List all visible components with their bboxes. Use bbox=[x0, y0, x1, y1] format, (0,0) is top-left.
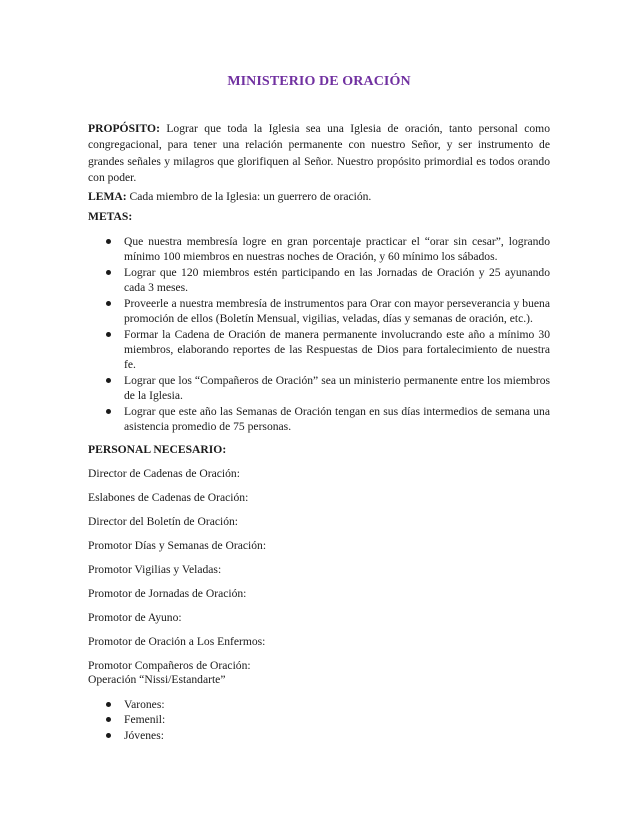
goal-item bbox=[88, 327, 550, 373]
goal-text: Lograr que los “Compañeros de Oración” sea un ministerio permanente entre los miembros de la Iglesia. bbox=[124, 374, 550, 403]
bullet-icon bbox=[106, 717, 111, 722]
staff-role-nissi: Operación “Nissi/Estandarte” bbox=[88, 673, 226, 686]
purpose-text: Lograr que toda la Iglesia sea una Iglesia de oración, tanto personal como congregacional, para tener una relación permanente con nuestro Señor, y ser instrumento de grandes señales y milagros que glorifiquen al Señor. Nuestro propósito primordial es todos orando con poder. bbox=[88, 122, 550, 185]
purpose-paragraph bbox=[88, 121, 550, 187]
staff-role: Promotor de Ayuno: bbox=[88, 611, 182, 624]
groups-list bbox=[88, 697, 165, 743]
goal-text: Proveerle a nuestra membresía de instrumentos para Orar con mayor perseverancia y buena promoción de ellos (Boletín Mensual, vigilias, veladas, días y semanas de oración, etc.). bbox=[124, 297, 550, 326]
staff-role: Promotor de Oración a Los Enfermos: bbox=[88, 635, 266, 648]
group-item bbox=[88, 712, 165, 727]
document-title: MINISTERIO DE ORACIÓN bbox=[227, 74, 411, 89]
motto-label: LEMA: bbox=[88, 190, 127, 203]
staff-role: Promotor Días y Semanas de Oración: bbox=[88, 539, 267, 552]
goal-text: Lograr que 120 miembros estén participando en las Jornadas de Oración y 25 ayunando cada 3 meses. bbox=[124, 266, 550, 295]
motto-text: Cada miembro de la Iglesia: un guerrero de oración. bbox=[126, 190, 372, 203]
goal-text: Que nuestra membresía logre en gran porcentaje practicar el “orar sin cesar”, logrando mínimo 100 miembros en nuestras noches de Oración, y 60 mínimo los sábados. bbox=[124, 235, 550, 264]
group-label: Varones: bbox=[124, 698, 165, 711]
group-item bbox=[88, 697, 165, 712]
purpose-label: PROPÓSITO: bbox=[88, 122, 160, 135]
bullet-icon bbox=[106, 702, 111, 707]
goals-list bbox=[88, 234, 550, 435]
bullet-icon bbox=[106, 332, 111, 337]
bullet-icon bbox=[106, 270, 111, 275]
bullet-icon bbox=[106, 239, 111, 244]
goals-heading: METAS: bbox=[88, 210, 133, 223]
group-label: Jóvenes: bbox=[124, 728, 164, 742]
goal-item bbox=[88, 234, 550, 264]
bullet-icon bbox=[106, 409, 111, 414]
bullet-icon bbox=[106, 378, 111, 383]
goal-item bbox=[88, 265, 550, 295]
staff-role: Director de Cadenas de Oración: bbox=[88, 467, 240, 480]
staff-role: Promotor de Jornadas de Oración: bbox=[88, 587, 247, 600]
staff-heading: PERSONAL NECESARIO: bbox=[88, 443, 227, 456]
staff-role: Promotor Compañeros de Oración: bbox=[88, 659, 251, 672]
goal-item bbox=[88, 296, 550, 326]
goal-item bbox=[88, 404, 550, 434]
staff-role: Promotor Vigilias y Veladas: bbox=[88, 563, 222, 576]
staff-role: Eslabones de Cadenas de Oración: bbox=[88, 491, 249, 504]
bullet-icon bbox=[106, 301, 111, 306]
group-label: Femenil: bbox=[124, 713, 166, 727]
bullet-icon bbox=[106, 733, 111, 738]
staff-role: Director del Boletín de Oración: bbox=[88, 515, 239, 528]
group-item bbox=[88, 728, 165, 743]
goal-text: Formar la Cadena de Oración de manera permanente involucrando este año a mínimo 30 miembros, elaborando reportes de las Respuestas de Dios para fortalecimiento de nuestra fe. bbox=[124, 328, 550, 372]
motto-paragraph bbox=[88, 189, 550, 205]
goal-text: Lograr que este año las Semanas de Oración tengan en sus días intermedios de semana una asistencia promedio de 75 personas. bbox=[124, 405, 550, 434]
goal-item bbox=[88, 373, 550, 403]
